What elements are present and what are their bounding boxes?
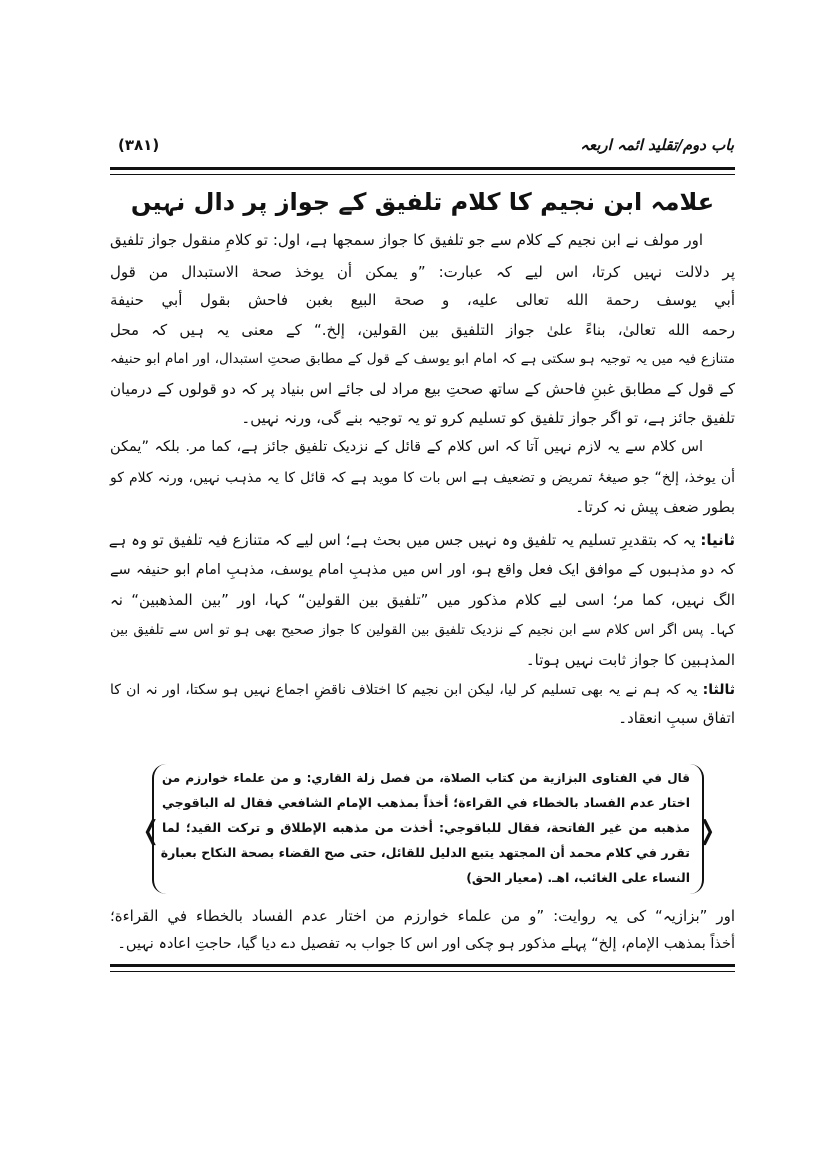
body-line-text: أبي يوسف رحمة الله تعالى عليه، و صحة البيع بغبن فاحش بقول أبي حنيفة <box>110 291 735 309</box>
body-line <box>110 406 735 430</box>
quote-line: اختار عدم الفساد بالخطاء في القراءة؛ أخذاً بمذهب الإمام الشافعي فقال له الباقوجي <box>162 795 690 810</box>
footer-rule-thin <box>110 971 735 972</box>
body-line <box>110 706 735 730</box>
body-line-text: کہا۔ پس اگر اس کلام سے ابن نجیم کے نزدیک تلفیق بین القولین کا جواز صحیح بھی ہو تو اس سے تلفیق بین <box>110 622 735 638</box>
body-line <box>110 318 735 342</box>
body-line <box>110 558 735 582</box>
body-line <box>110 588 735 612</box>
header-rule <box>110 167 735 170</box>
body-line-text: متنازع فیہ میں یہ توجیہ ہو سکتی ہے کہ امام ابو یوسف کے قول کے مطابق صحتِ استبدال، اور امام ابو حنیفہ <box>110 351 735 367</box>
body-line-text: المذہبین کا جواز ثابت نہیں ہوتا۔ <box>525 651 735 669</box>
quote-line: تقرر في كلام محمد أن المجتهد يتبع الدليل للقائل، حتى صح القضاء بصحة النكاح بعبارة <box>160 845 690 860</box>
running-header: باب دوم/تقلید ائمہ اربعہ <box>580 136 734 154</box>
header-rule-thin <box>110 174 735 175</box>
body-line-text: پر دلالت نہیں کرتا، اس لیے کہ عبارت: ”و یمکن أن یوخذ صحة الاستبدال من قول <box>110 263 735 281</box>
body-line-text: کہ دو مذہبوں کے موافق ایک فعل واقع ہو، اور اس میں مذہبِ امام یوسف، مذہبِ امام ابو حنیفہ سے <box>110 562 735 578</box>
body-line-text: اور مولف نے ابن نجیم کے کلام سے جو تلفیق کا جواز سمجھا ہے، اول: تو کلامِ منقول جواز تلفیق <box>110 231 703 249</box>
quote-line: قال في الفتاوى البزازية من كتاب الصلاة، من فصل زلة القاري: و من علماء خوارزم من <box>162 771 690 785</box>
point-label: ثالثا: <box>702 682 735 698</box>
body-line-text: أن یوخذ، إلخ“ جو صیغۂ تمریض و تضعیف ہے اس بات کا موید ہے کہ قائل کا یہ مذہب نہیں، ورنہ کلام کو <box>110 470 735 486</box>
body-line <box>110 466 735 490</box>
body-line-text: اتفاق سببِ انعقاد۔ <box>618 709 735 727</box>
body-line-text: یہ کہ بتقدیرِ تسلیم یہ تلفیق وہ نہیں جس میں بحث ہے؛ اس لیے کہ متنازع فیہ تلفیق تو وہ ہے <box>108 531 701 549</box>
body-line <box>110 435 735 459</box>
body-line <box>110 495 735 519</box>
body-line-text: کے قول کے مطابق غبنِ فاحش کے ساتھ صحتِ بیع مراد لی جائے اس بنیاد پر کہ دو قولوں کے درمیان <box>110 380 735 398</box>
body-line <box>110 618 735 642</box>
closing-line: أخذاً بمذهب الإمام، إلخ“ پہلے مذکور ہو چکی اور اس کا جواب بہ تفصیل دے دیا گیا، حاجتِ اعادہ نہیں۔ <box>117 936 735 952</box>
body-line <box>110 648 735 672</box>
body-line <box>110 678 735 702</box>
footer-rule <box>110 964 735 967</box>
brace-left: ❬ <box>140 816 162 846</box>
body-line-text: تلفیق جائز ہے، تو اگر جواز تلفیق کو تسلیم کرو تو یہ توجیہ بنے گی، ورنہ نہیں۔ <box>241 409 735 427</box>
body-line-text: اس کلام سے یہ لازم نہیں آتا کہ اس کلام کے قائل کے نزدیک تلفیق جائز ہے، کما مر. بلکہ ”یمکن <box>110 439 703 455</box>
body-line-text: بطور ضعف پیش نہ کرتا۔ <box>575 498 735 516</box>
closing-line: اور ”بزازیہ“ کی یہ روایت: ”و من علماء خوارزم من اختار عدم الفساد بالخطاء في القراءة؛ <box>110 907 735 925</box>
body-line-text: یہ کہ ہم نے یہ بھی تسلیم کر لیا، لیکن ابن نجیم کا اختلاف ناقضِ اجماع نہیں ہو سکتا، اور نہ ان کا <box>110 682 703 698</box>
body-line-text: الگ نہیں، کما مر؛ اسی لیے کلام مذکور میں ”تلفیق بین القولین“ کہا، اور ”بین المذهبین“ نہ <box>110 591 735 609</box>
quote-line: مذهبه من غير الفاتحة، فقال للباقوجي: أخذت من مذهبه الإطلاق و تركت القيد؛ لما <box>162 820 690 835</box>
body-line <box>110 377 735 401</box>
body-line <box>110 260 735 284</box>
point-label: ثانیا: <box>700 531 735 549</box>
body-line <box>110 347 735 371</box>
quote-line: النساء على الغائب، اهـ. (معیار الحق) <box>466 870 690 885</box>
body-line-text: رحمه الله تعالىٰ، بناءً علىٰ جواز التلفيق بين القولين، إلخ.“ کے معنی یہ ہیں کہ محل <box>110 321 735 339</box>
page-number: (۳۸۱) <box>118 136 160 154</box>
body-line <box>110 528 735 552</box>
body-line <box>110 288 735 312</box>
section-title: علامہ ابن نجیم کا کلام تلفیق کے جواز پر دال نہیں <box>130 188 715 216</box>
body-line <box>110 228 735 252</box>
brace-right: ❭ <box>696 816 718 846</box>
